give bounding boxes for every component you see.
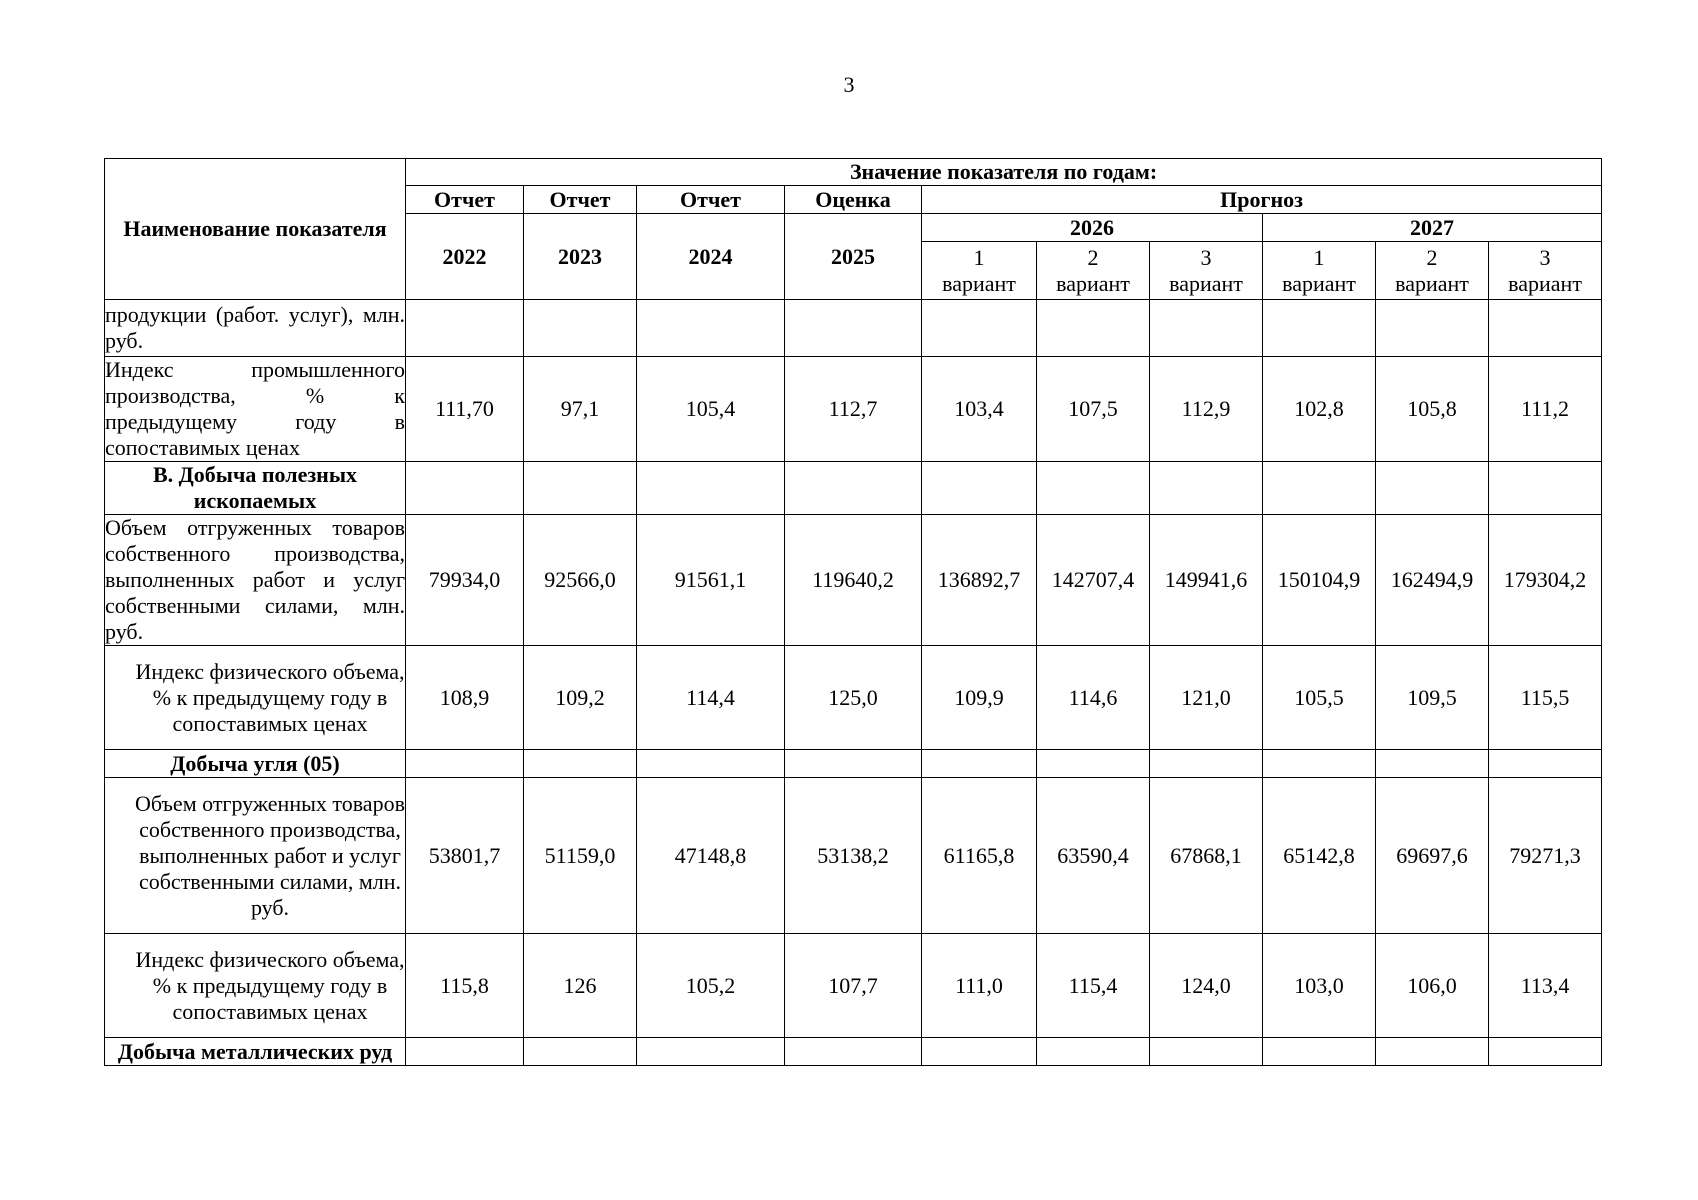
value-cell: [1263, 462, 1376, 515]
value-cell: 107,5: [1037, 357, 1150, 462]
value-cell: 79271,3: [1489, 778, 1602, 934]
header-forecast-year: 2026: [922, 214, 1263, 242]
value-cell: 114,4: [637, 646, 785, 750]
header-year: 2024: [637, 214, 785, 300]
value-cell: 103,0: [1263, 934, 1376, 1038]
table-row: [105, 1038, 1602, 1066]
row-name: Объем отгруженных товаров собственного производства, выполненных работ и услуг собственными силами, млн. руб.: [105, 515, 405, 644]
value-cell: 124,0: [1150, 934, 1263, 1038]
value-cell: 97,1: [524, 357, 637, 462]
value-cell: [637, 300, 785, 357]
value-cell: 92566,0: [524, 515, 637, 646]
row-name: Индекс промышленного производства, % к предыдущему году в сопоставимых ценах: [105, 357, 405, 460]
value-cell: [524, 300, 637, 357]
value-cell: 67868,1: [1150, 778, 1263, 934]
header-type: Отчет: [406, 186, 524, 214]
value-cell: [406, 462, 524, 515]
header-variant: 2 вариант: [1037, 242, 1150, 300]
page-number: 3: [843, 72, 855, 97]
value-cell: [1376, 1038, 1489, 1066]
header-variant: 2 вариант: [1376, 242, 1489, 300]
value-cell: [406, 1038, 524, 1066]
value-cell: [785, 300, 922, 357]
table-row: [105, 357, 1602, 462]
table-row: [105, 646, 1602, 750]
value-cell: [785, 462, 922, 515]
value-cell: [1376, 462, 1489, 515]
value-cell: 119640,2: [785, 515, 922, 646]
header-indicator-name: Наименование показателя: [105, 159, 406, 300]
header-type: Отчет: [524, 186, 637, 214]
value-cell: [922, 462, 1037, 515]
value-cell: 53801,7: [406, 778, 524, 934]
value-cell: 115,8: [406, 934, 524, 1038]
row-name: Индекс физического объема, % к предыдущему году в сопоставимых ценах: [105, 646, 406, 750]
value-cell: 105,4: [637, 357, 785, 462]
header-variant: 1 вариант: [922, 242, 1037, 300]
value-cell: 115,5: [1489, 646, 1602, 750]
value-cell: [1150, 462, 1263, 515]
value-cell: 114,6: [1037, 646, 1150, 750]
value-cell: [637, 750, 785, 778]
row-name: Индекс физического объема, % к предыдущему году в сопоставимых ценах: [105, 934, 406, 1038]
value-cell: 102,8: [1263, 357, 1376, 462]
value-cell: 142707,4: [1037, 515, 1150, 646]
value-cell: 105,2: [637, 934, 785, 1038]
value-cell: 115,4: [1037, 934, 1150, 1038]
table-row: [105, 462, 1602, 515]
value-cell: 91561,1: [637, 515, 785, 646]
value-cell: 111,2: [1489, 357, 1602, 462]
value-cell: [1037, 300, 1150, 357]
value-cell: [1150, 1038, 1263, 1066]
value-cell: [785, 750, 922, 778]
header-type: Отчет: [637, 186, 785, 214]
value-cell: 105,8: [1376, 357, 1489, 462]
value-cell: 179304,2: [1489, 515, 1602, 646]
value-cell: [524, 1038, 637, 1066]
value-cell: 109,2: [524, 646, 637, 750]
value-cell: 79934,0: [406, 515, 524, 646]
value-cell: 61165,8: [922, 778, 1037, 934]
section-heading: B. Добыча полезных ископаемых: [105, 462, 406, 515]
value-cell: [1489, 1038, 1602, 1066]
value-cell: 105,5: [1263, 646, 1376, 750]
value-cell: 106,0: [1376, 934, 1489, 1038]
value-cell: [922, 750, 1037, 778]
table-row: [105, 778, 1602, 934]
value-cell: 112,7: [785, 357, 922, 462]
table-row: [105, 300, 1602, 357]
value-cell: [1150, 300, 1263, 357]
value-cell: 113,4: [1489, 934, 1602, 1038]
value-cell: 109,5: [1376, 646, 1489, 750]
value-cell: [524, 750, 637, 778]
value-cell: 108,9: [406, 646, 524, 750]
value-cell: 51159,0: [524, 778, 637, 934]
value-cell: [922, 300, 1037, 357]
table-row: [105, 750, 1602, 778]
value-cell: [1376, 750, 1489, 778]
value-cell: [1037, 750, 1150, 778]
value-cell: 125,0: [785, 646, 922, 750]
value-cell: 65142,8: [1263, 778, 1376, 934]
value-cell: 53138,2: [785, 778, 922, 934]
value-cell: 162494,9: [1376, 515, 1489, 646]
value-cell: [1037, 1038, 1150, 1066]
value-cell: 111,70: [406, 357, 524, 462]
header-values-by-year: Значение показателя по годам:: [406, 159, 1602, 186]
table-row: [105, 934, 1602, 1038]
header-variant: 3 вариант: [1150, 242, 1263, 300]
header-variant: 1 вариант: [1263, 242, 1376, 300]
value-cell: 112,9: [1150, 357, 1263, 462]
value-cell: 109,9: [922, 646, 1037, 750]
value-cell: [1263, 1038, 1376, 1066]
value-cell: 111,0: [922, 934, 1037, 1038]
value-cell: [1037, 462, 1150, 515]
indicators-table: [104, 158, 1602, 1066]
value-cell: [524, 462, 637, 515]
header-type: Оценка: [785, 186, 922, 214]
value-cell: 69697,6: [1376, 778, 1489, 934]
table-row: [105, 515, 1602, 646]
value-cell: [1489, 750, 1602, 778]
header-year: 2025: [785, 214, 922, 300]
value-cell: [922, 1038, 1037, 1066]
header-forecast: Прогноз: [922, 186, 1602, 214]
value-cell: [1263, 300, 1376, 357]
value-cell: 136892,7: [922, 515, 1037, 646]
value-cell: [406, 750, 524, 778]
value-cell: [1376, 300, 1489, 357]
value-cell: 149941,6: [1150, 515, 1263, 646]
section-heading: Добыча металлических руд: [105, 1038, 406, 1066]
value-cell: [1150, 750, 1263, 778]
value-cell: [1489, 300, 1602, 357]
value-cell: 121,0: [1150, 646, 1263, 750]
value-cell: 47148,8: [637, 778, 785, 934]
header-variant: 3 вариант: [1489, 242, 1602, 300]
value-cell: 126: [524, 934, 637, 1038]
value-cell: 103,4: [922, 357, 1037, 462]
row-name: Объем отгруженных товаров собственного производства, выполненных работ и услуг собственными силами, млн. руб.: [105, 778, 406, 934]
row-name: продукции (работ. услуг), млн. руб.: [105, 300, 406, 357]
section-heading: Добыча угля (05): [105, 750, 406, 778]
header-year: 2022: [406, 214, 524, 300]
value-cell: [1263, 750, 1376, 778]
value-cell: [785, 1038, 922, 1066]
header-forecast-year: 2027: [1263, 214, 1602, 242]
value-cell: [637, 462, 785, 515]
value-cell: [637, 1038, 785, 1066]
value-cell: 150104,9: [1263, 515, 1376, 646]
value-cell: 63590,4: [1037, 778, 1150, 934]
header-year: 2023: [524, 214, 637, 300]
value-cell: [406, 300, 524, 357]
value-cell: [1489, 462, 1602, 515]
value-cell: 107,7: [785, 934, 922, 1038]
